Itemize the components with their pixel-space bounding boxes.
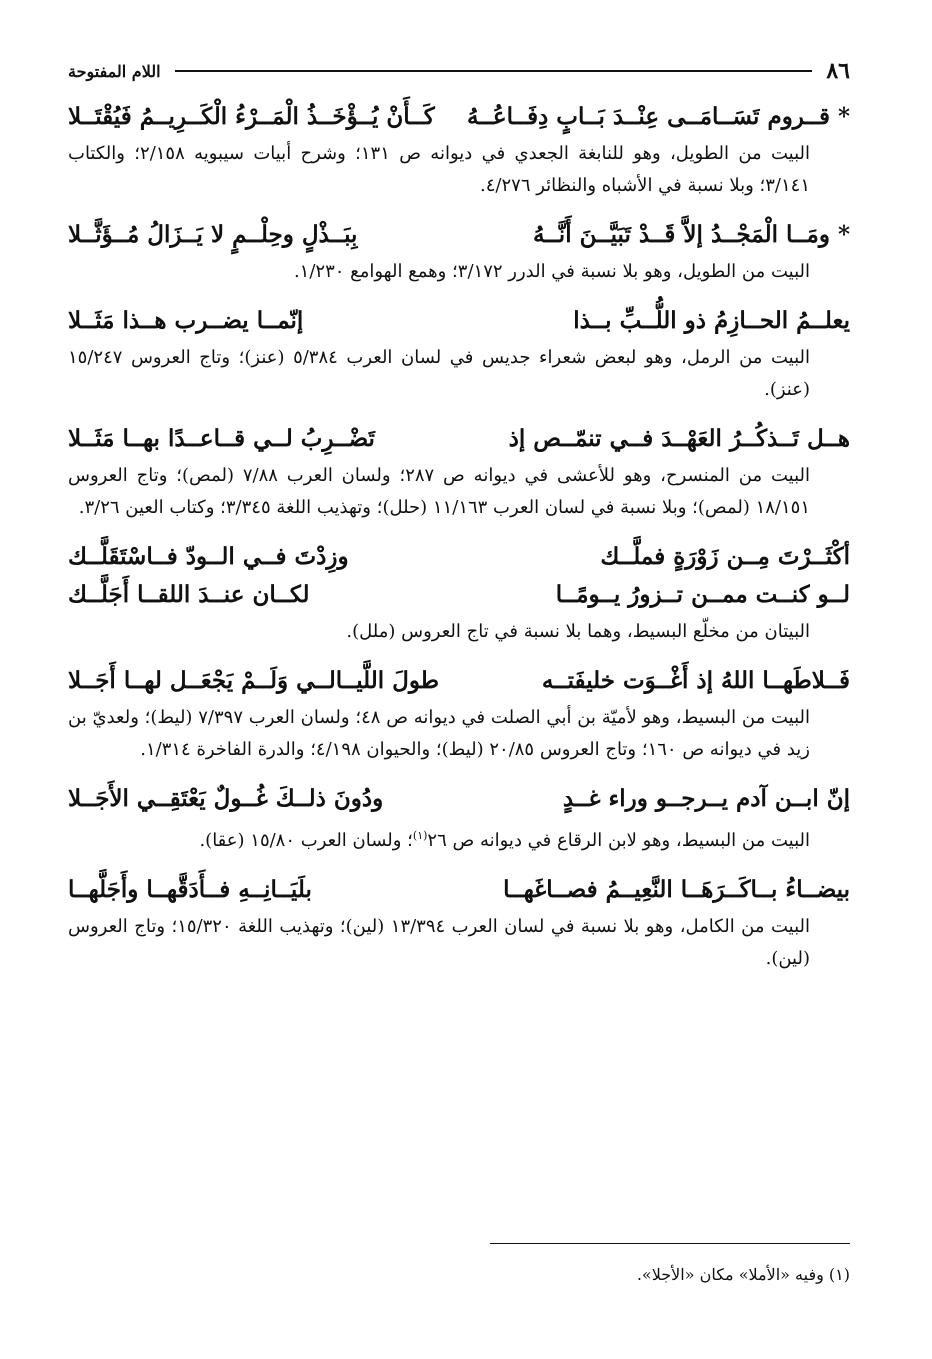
verse-hemistich-first: إنّ ابــن آدم يــرجــو وراء غــدٍ [562, 785, 850, 812]
verse-hemistich-second: ودُونَ ذلــكَ غُــولٌ يَعْتَقِــي الأَجَــلا [68, 785, 384, 812]
verse-hemistich-first: أكْثَــرْتَ مِــن زَوْرَةٍ فملَّــك [600, 543, 850, 570]
verse-entry [68, 871, 850, 975]
header-rule [175, 70, 813, 72]
page-content [68, 98, 850, 989]
verse-hemistich-first: * ومَــا الْمَجْــدُ إلاَّ قَــدْ تَبَيَّــنَ أَنَّــهُ [533, 221, 850, 248]
verse-line [68, 420, 850, 458]
verse-entry [68, 780, 850, 857]
verse-line [68, 538, 850, 576]
verse-entry [68, 662, 850, 766]
running-title: اللام المفتوحة [68, 61, 161, 81]
verse-hemistich-second: طولَ اللَّيــالــي وَلَــمْ يَجْعَــل لهــا أَجَــلا [68, 667, 440, 694]
page [68, 0, 850, 1359]
verse-commentary: البيت من الطويل، وهو للنابغة الجعدي في ديوانه ص ١٣١؛ وشرح أبيات سيبويه ٢/١٥٨؛ والكتاب ٣/١٤١؛ وبلا نسبة في الأشباه والنظائر ٤/٢٧٦. [68, 143, 810, 196]
page-number: ٨٦ [826, 58, 850, 84]
verse-line [68, 662, 850, 700]
footnote-separator [490, 1243, 850, 1244]
verse-line [68, 780, 850, 818]
verse-hemistich-first: بيضــاءُ بــاكَــرَهَــا النَّعِيــمُ فصــاغَهــا [503, 876, 850, 903]
commentary-text: ؛ ولسان العرب ١٥/٨٠ (عقا). [199, 830, 413, 851]
verse-hemistich-second: وزِدْتَ فــي الــودّ فــاسْتَقَلَّــك [68, 543, 349, 570]
verse-line [68, 302, 850, 340]
verse-entry [68, 98, 850, 202]
verse-line [68, 871, 850, 909]
verse-hemistich-second: تَضْــرِبُ لــي قــاعــدًا بهــا مَثَــلا [68, 425, 375, 452]
verse-line [68, 98, 850, 136]
commentary-text: البيت من البسيط، وهو لابن الرقاع في ديوانه ص ٢٦ [427, 830, 810, 851]
verse-hemistich-first: لــو كنــت ممــن تــزورُ يــومًــا [555, 581, 850, 608]
verse-hemistich-second: لكــان عنــدَ اللقــا أَجَلَّــك [68, 581, 310, 608]
verse-hemistich-first: هــل تَــذكُــرُ العَهْــدَ فــي تنمّــص إذ [508, 425, 850, 452]
verse-commentary: البيت من الطويل، وهو بلا نسبة في الدرر ٣/١٧٢؛ وهمع الهوامع ١/٢٣٠. [293, 261, 810, 282]
verse-hemistich-second: بلَيَــانِــهِ فــأَدَقَّهــا وأَجَلَّهــا [68, 876, 312, 903]
verse-hemistich-first: * قــروم تَسَــامَــى عِنْــدَ بَــابٍ دِفَــاعُــهُ [467, 103, 850, 130]
verse-hemistich-first: فَــلاطَهــا اللهُ إذ أَغْــوَت خليفَتــه [541, 667, 850, 694]
verse-commentary: البيت من البسيط، وهو لأميّة بن أبي الصلت في ديوانه ص ٤٨؛ ولسان العرب ٧/٣٩٧ (ليط)؛ ولعديّ بن زيد في ديوانه ص ١٦٠؛ وتاج العروس ٢٠/٨٥ (ليط)؛ والحيوان ٤/١٩٨؛ والدرة الفاخرة ١/٣١٤. [68, 707, 811, 760]
verse-entry [68, 216, 850, 288]
verse-commentary: البيت من الكامل، وهو بلا نسبة في لسان العرب ١٣/٣٩٤ (لين)؛ وتهذيب اللغة ١٥/٣٢٠؛ وتاج العروس (لين). [68, 916, 810, 969]
verse-entry [68, 302, 850, 406]
page-header [68, 56, 850, 86]
verse-commentary: البيت من المنسرح، وهو للأعشى في ديوانه ص ٢٨٧؛ ولسان العرب ٧/٨٨ (لمص)؛ وتاج العروس ١٨/١٥١ (لمص)؛ وبلا نسبة في لسان العرب ١١/١٦٣ (حلل)؛ وتهذيب اللغة ٣/٣٤٥؛ وكتاب العين ٣/٢٦. [68, 465, 810, 518]
footnote-reference: (١) [412, 829, 428, 842]
verse-commentary: البيت من الرمل، وهو لبعض شعراء جديس في لسان العرب ٥/٣٨٤ (عنز)؛ وتاج العروس ١٥/٢٤٧ (عنز). [68, 347, 810, 400]
verse-hemistich-first: يعلــمُ الحــازِمُ ذو اللُّــبِّ بــذا [573, 307, 850, 334]
verse-commentary: البيتان من مخلّع البسيط، وهما بلا نسبة في تاج العروس (ملل). [346, 621, 810, 642]
verse-commentary [68, 820, 850, 857]
verse-line [68, 216, 850, 254]
verse-entry [68, 420, 850, 524]
verse-hemistich-second: كَــأَنْ يُــؤْخَــذُ الْمَــرْءُ الْكَــرِيــمُ فَيُقْتَــلا [68, 103, 435, 130]
verse-hemistich-second: بِبَــذْلٍ وحِلْــمٍ لا يَــزَالُ مُــؤَثَّــلا [68, 221, 358, 248]
verse-entry [68, 538, 850, 648]
footnote: (١) وفيه «الأملا» مكان «الأجلا». [636, 1265, 850, 1284]
verse-hemistich-second: إنّمــا يضــرب هــذا مَثَــلا [68, 307, 304, 334]
verse-line [68, 576, 850, 614]
